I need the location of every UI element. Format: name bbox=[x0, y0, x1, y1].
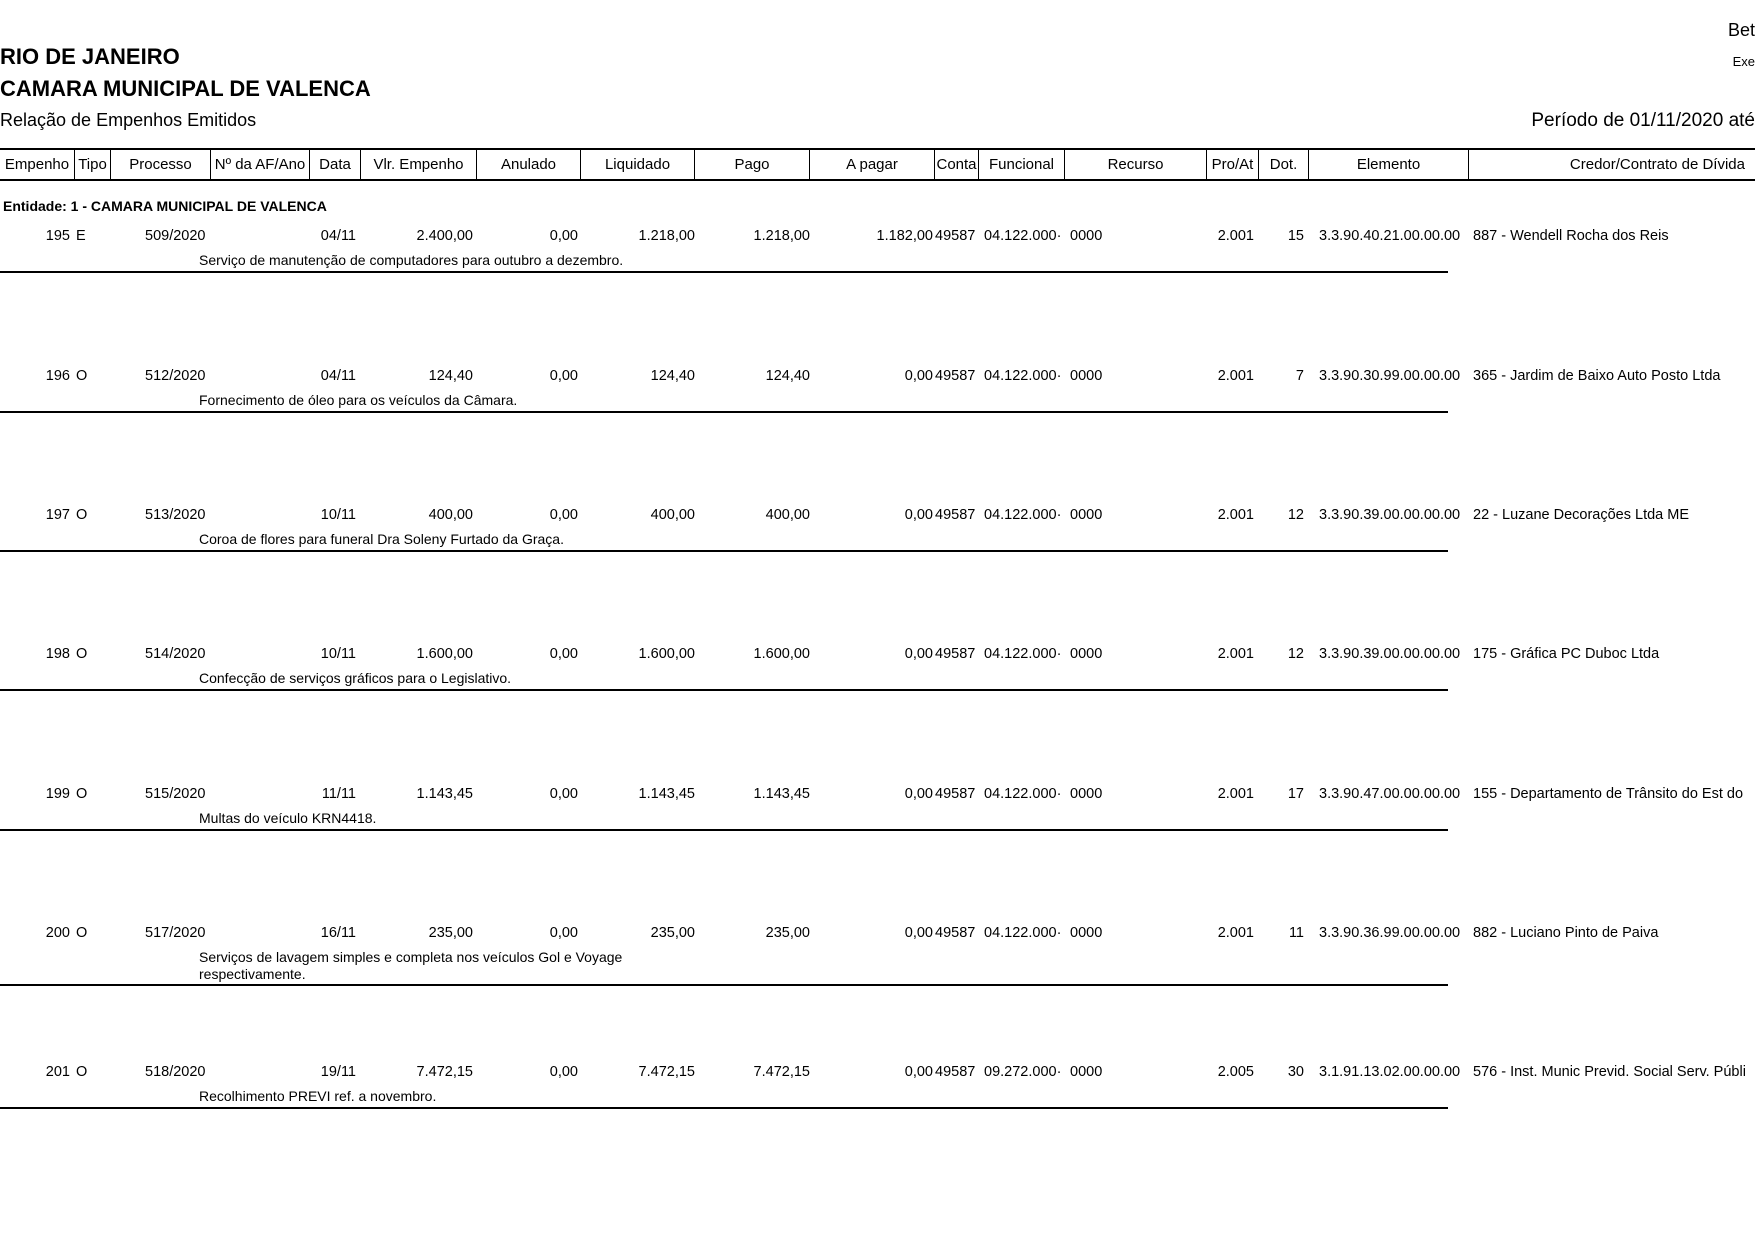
processo: 517/2020 bbox=[145, 925, 206, 941]
elemento: 3.1.91.13.02.00.00.00 bbox=[1319, 1064, 1461, 1080]
dot: 12 bbox=[1287, 646, 1304, 662]
anulado: 0,00 bbox=[549, 925, 578, 941]
anulado: 0,00 bbox=[549, 507, 578, 523]
pro-at: 2.005 bbox=[1217, 1064, 1254, 1080]
col-vlr-empenho: Vlr. Empenho bbox=[360, 150, 476, 179]
elemento: 3.3.90.30.99.00.00.00 bbox=[1319, 368, 1461, 384]
empenho-number: 196 bbox=[45, 368, 70, 384]
data: 10/11 bbox=[320, 646, 356, 662]
processo: 514/2020 bbox=[145, 646, 206, 662]
credor: 882 - Luciano Pinto de Paiva bbox=[1473, 925, 1659, 941]
recurso: 0000 bbox=[1070, 646, 1103, 662]
entity-label: Entidade: 1 - CAMARA MUNICIPAL DE VALENCA bbox=[3, 198, 327, 214]
processo: 512/2020 bbox=[145, 368, 206, 384]
entity-name: CAMARA MUNICIPAL DE VALENCA bbox=[0, 76, 371, 101]
dot: 7 bbox=[1295, 368, 1304, 384]
conta: 49587 bbox=[935, 228, 976, 244]
anulado: 0,00 bbox=[549, 1064, 578, 1080]
recurso: 0000 bbox=[1070, 925, 1103, 941]
data: 04/11 bbox=[320, 228, 356, 244]
col-pro-at: Pro/At bbox=[1206, 150, 1258, 179]
elemento: 3.3.90.36.99.00.00.00 bbox=[1319, 925, 1461, 941]
a-pagar: 0,00 bbox=[904, 646, 933, 662]
col-tipo: Tipo bbox=[74, 150, 110, 179]
funcional: 04.122.000· bbox=[984, 925, 1062, 941]
recurso: 0000 bbox=[1070, 507, 1103, 523]
row-separator bbox=[0, 550, 1448, 552]
pago: 400,00 bbox=[765, 507, 810, 523]
empenho-number: 197 bbox=[45, 507, 70, 523]
processo: 509/2020 bbox=[145, 228, 206, 244]
pro-at: 2.001 bbox=[1217, 786, 1254, 802]
empenho-number: 195 bbox=[45, 228, 70, 244]
pro-at: 2.001 bbox=[1217, 507, 1254, 523]
recurso: 0000 bbox=[1070, 228, 1103, 244]
recurso: 0000 bbox=[1070, 1064, 1103, 1080]
liquidado: 1.218,00 bbox=[638, 228, 695, 244]
conta: 49587 bbox=[935, 786, 976, 802]
liquidado: 400,00 bbox=[650, 507, 695, 523]
col-conta: Conta bbox=[934, 150, 978, 179]
pago: 1.218,00 bbox=[753, 228, 810, 244]
dot: 11 bbox=[1288, 925, 1304, 941]
descricao: Serviço de manutenção de computadores para outubro a dezembro. bbox=[199, 252, 624, 268]
empenho-tipo: O bbox=[76, 925, 88, 941]
anulado: 0,00 bbox=[549, 228, 578, 244]
funcional: 04.122.000· bbox=[984, 228, 1062, 244]
row-separator bbox=[0, 411, 1448, 413]
elemento: 3.3.90.47.00.00.00.00 bbox=[1319, 786, 1461, 802]
credor: 155 - Departamento de Trânsito do Est do bbox=[1473, 786, 1744, 802]
a-pagar: 0,00 bbox=[904, 925, 933, 941]
descricao: Serviços de lavagem simples e completa nos veículos Gol e Voyage respectivamente. bbox=[199, 949, 623, 982]
pro-at: 2.001 bbox=[1217, 925, 1254, 941]
row-separator bbox=[0, 1107, 1448, 1109]
credor: 365 - Jardim de Baixo Auto Posto Ltda bbox=[1473, 368, 1721, 384]
descricao: Recolhimento PREVI ref. a novembro. bbox=[199, 1088, 437, 1104]
pro-at: 2.001 bbox=[1217, 646, 1254, 662]
anulado: 0,00 bbox=[549, 646, 578, 662]
vlr-empenho: 1.143,45 bbox=[416, 786, 473, 802]
data: 19/11 bbox=[320, 1064, 356, 1080]
pago: 7.472,15 bbox=[753, 1064, 810, 1080]
recurso: 0000 bbox=[1070, 368, 1103, 384]
elemento: 3.3.90.39.00.00.00.00 bbox=[1319, 507, 1461, 523]
empenho-number: 199 bbox=[45, 786, 70, 802]
col-elemento: Elemento bbox=[1308, 150, 1468, 179]
a-pagar: 0,00 bbox=[904, 368, 933, 384]
conta: 49587 bbox=[935, 646, 976, 662]
row-separator bbox=[0, 689, 1448, 691]
row-separator bbox=[0, 829, 1448, 831]
data: 11/11 bbox=[321, 786, 356, 802]
col-pago: Pago bbox=[694, 150, 809, 179]
liquidado: 7.472,15 bbox=[638, 1064, 695, 1080]
credor: 887 - Wendell Rocha dos Reis bbox=[1473, 228, 1669, 244]
state-name: RIO DE JANEIRO bbox=[0, 44, 180, 69]
funcional: 04.122.000· bbox=[984, 507, 1062, 523]
col-processo: Processo bbox=[110, 150, 210, 179]
dot: 15 bbox=[1287, 228, 1304, 244]
a-pagar: 0,00 bbox=[904, 1064, 933, 1080]
elemento: 3.3.90.40.21.00.00.00 bbox=[1319, 228, 1461, 244]
empenho-number: 200 bbox=[45, 925, 70, 941]
vlr-empenho: 1.600,00 bbox=[416, 646, 473, 662]
descricao: Confecção de serviços gráficos para o Legislativo. bbox=[199, 670, 512, 686]
data: 16/11 bbox=[320, 925, 356, 941]
pago: 1.600,00 bbox=[753, 646, 810, 662]
top-right-text: Bet bbox=[1727, 20, 1755, 40]
liquidado: 124,40 bbox=[650, 368, 695, 384]
vlr-empenho: 124,40 bbox=[428, 368, 473, 384]
row-separator bbox=[0, 271, 1448, 273]
liquidado: 1.600,00 bbox=[638, 646, 695, 662]
empenho-tipo: O bbox=[76, 1064, 88, 1080]
pago: 235,00 bbox=[765, 925, 810, 941]
col-anulado: Anulado bbox=[476, 150, 580, 179]
descricao: Coroa de flores para funeral Dra Soleny Furtado da Graça. bbox=[199, 531, 564, 547]
descricao: Multas do veículo KRN4418. bbox=[199, 810, 377, 826]
col-empenho: Empenho bbox=[4, 156, 70, 173]
data: 10/11 bbox=[320, 507, 356, 523]
funcional: 04.122.000· bbox=[984, 368, 1062, 384]
vlr-empenho: 7.472,15 bbox=[416, 1064, 473, 1080]
report-period: Período de 01/11/2020 até bbox=[1531, 110, 1755, 131]
conta: 49587 bbox=[935, 507, 976, 523]
a-pagar: 0,00 bbox=[904, 786, 933, 802]
liquidado: 1.143,45 bbox=[638, 786, 695, 802]
dot: 12 bbox=[1287, 507, 1304, 523]
col-data: Data bbox=[309, 150, 360, 179]
descricao: Fornecimento de óleo para os veículos da Câmara. bbox=[199, 392, 518, 408]
col-a-pagar: A pagar bbox=[809, 150, 934, 179]
anulado: 0,00 bbox=[549, 786, 578, 802]
col-liquidado: Liquidado bbox=[580, 150, 694, 179]
pro-at: 2.001 bbox=[1217, 368, 1254, 384]
table-header bbox=[0, 148, 1755, 181]
col-af-ano: Nº da AF/Ano bbox=[210, 150, 309, 179]
vlr-empenho: 2.400,00 bbox=[416, 228, 473, 244]
vlr-empenho: 235,00 bbox=[428, 925, 473, 941]
empenho-number: 198 bbox=[45, 646, 70, 662]
funcional: 04.122.000· bbox=[984, 646, 1062, 662]
vlr-empenho: 400,00 bbox=[428, 507, 473, 523]
pago: 1.143,45 bbox=[753, 786, 810, 802]
processo: 513/2020 bbox=[145, 507, 206, 523]
elemento: 3.3.90.39.00.00.00.00 bbox=[1319, 646, 1461, 662]
report-title: Relação de Empenhos Emitidos bbox=[0, 110, 257, 130]
data: 04/11 bbox=[320, 368, 356, 384]
recurso: 0000 bbox=[1070, 786, 1103, 802]
pro-at: 2.001 bbox=[1217, 228, 1254, 244]
top-right-small-text: Exe bbox=[1732, 54, 1755, 69]
credor: 576 - Inst. Munic Previd. Social Serv. Públi bbox=[1473, 1064, 1746, 1080]
processo: 518/2020 bbox=[145, 1064, 206, 1080]
col-credor: Credor/Contrato de Dívida bbox=[1468, 150, 1755, 179]
empenho-number: 201 bbox=[45, 1064, 70, 1080]
empenho-tipo: O bbox=[76, 646, 88, 662]
conta: 49587 bbox=[935, 925, 976, 941]
dot: 17 bbox=[1287, 786, 1304, 802]
col-recurso: Recurso bbox=[1064, 150, 1206, 179]
a-pagar: 0,00 bbox=[904, 507, 933, 523]
empenho-tipo: O bbox=[76, 368, 88, 384]
empenho-tipo: E bbox=[76, 228, 86, 244]
empenho-tipo: O bbox=[76, 786, 88, 802]
row-separator bbox=[0, 984, 1448, 986]
credor: 175 - Gráfica PC Duboc Ltda bbox=[1473, 646, 1660, 662]
col-dot: Dot. bbox=[1258, 150, 1308, 179]
a-pagar: 1.182,00 bbox=[876, 228, 933, 244]
anulado: 0,00 bbox=[549, 368, 578, 384]
credor: 22 - Luzane Decorações Ltda ME bbox=[1473, 507, 1690, 523]
processo: 515/2020 bbox=[145, 786, 206, 802]
col-funcional: Funcional bbox=[978, 150, 1064, 179]
funcional: 04.122.000· bbox=[984, 786, 1062, 802]
conta: 49587 bbox=[935, 368, 976, 384]
liquidado: 235,00 bbox=[650, 925, 695, 941]
funcional: 09.272.000· bbox=[984, 1064, 1062, 1080]
conta: 49587 bbox=[935, 1064, 976, 1080]
pago: 124,40 bbox=[765, 368, 810, 384]
dot: 30 bbox=[1287, 1064, 1304, 1080]
empenho-tipo: O bbox=[76, 507, 88, 523]
